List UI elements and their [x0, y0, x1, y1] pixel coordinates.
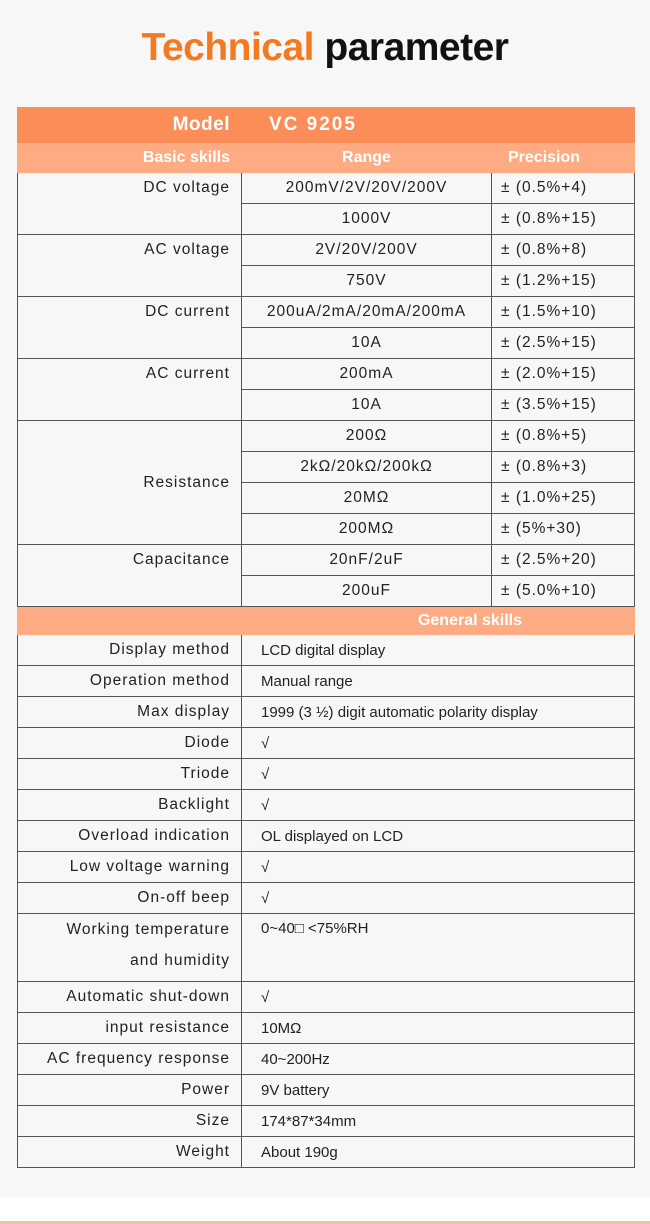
- range-cell: 200mA: [242, 359, 492, 390]
- range-header: Range: [242, 143, 492, 173]
- feature-name: Operation method: [18, 666, 242, 697]
- basic-row: [18, 235, 635, 266]
- skill-name: Capacitance: [18, 545, 242, 607]
- feature-value: Manual range: [242, 666, 635, 697]
- feature-value: About 190g: [242, 1137, 635, 1168]
- range-cell: 200Ω: [242, 421, 492, 452]
- precision-cell: ± (0.8%+15): [492, 204, 635, 235]
- feature-name: [18, 914, 242, 982]
- basic-row: [18, 545, 635, 576]
- precision-cell: ± (1.2%+15): [492, 266, 635, 297]
- feature-name: Triode: [18, 759, 242, 790]
- feature-value: √: [242, 982, 635, 1013]
- basic-row: [18, 421, 635, 452]
- feature-name: Low voltage warning: [18, 852, 242, 883]
- feature-value: 0~40□ <75%RH: [242, 914, 635, 982]
- feature-name: Max display: [18, 697, 242, 728]
- feature-name: Power: [18, 1075, 242, 1106]
- feature-name: Backlight: [18, 790, 242, 821]
- feature-value: √: [242, 790, 635, 821]
- range-cell: 2kΩ/20kΩ/200kΩ: [242, 452, 492, 483]
- general-row: [18, 1137, 635, 1168]
- precision-cell: ± (1.0%+25): [492, 483, 635, 514]
- precision-header: Precision: [492, 143, 635, 173]
- precision-cell: ± (2.0%+15): [492, 359, 635, 390]
- precision-cell: ± (1.5%+10): [492, 297, 635, 328]
- range-cell: 200mV/2V/20V/200V: [242, 173, 492, 204]
- range-cell: 10A: [242, 390, 492, 421]
- general-row: [18, 1106, 635, 1137]
- feature-name: Diode: [18, 728, 242, 759]
- model-row: [18, 108, 635, 143]
- general-row: [18, 728, 635, 759]
- feature-value: 1999 (3 ½) digit automatic polarity display: [242, 697, 635, 728]
- precision-cell: ± (2.5%+15): [492, 328, 635, 359]
- model-value: VC 9205: [242, 108, 635, 143]
- feature-value: √: [242, 883, 635, 914]
- feature-name: Display method: [18, 635, 242, 666]
- model-label: Model: [18, 108, 242, 143]
- feature-name-line: Working temperature: [66, 921, 230, 938]
- spec-table: [17, 107, 635, 1168]
- general-row: [18, 666, 635, 697]
- range-cell: 20MΩ: [242, 483, 492, 514]
- feature-name: AC frequency response: [18, 1044, 242, 1075]
- general-row: [18, 1044, 635, 1075]
- feature-value: 9V battery: [242, 1075, 635, 1106]
- skill-name: Resistance: [18, 421, 242, 545]
- basic-header-row: [18, 143, 635, 173]
- skill-name: DC current: [18, 297, 242, 359]
- basic-skills-header: Basic skills: [18, 143, 242, 173]
- feature-value: 10MΩ: [242, 1013, 635, 1044]
- precision-cell: ± (2.5%+20): [492, 545, 635, 576]
- precision-cell: ± (0.8%+3): [492, 452, 635, 483]
- feature-value: √: [242, 852, 635, 883]
- feature-value: LCD digital display: [242, 635, 635, 666]
- general-row: [18, 914, 635, 982]
- range-cell: 200uF: [242, 576, 492, 607]
- range-cell: 200MΩ: [242, 514, 492, 545]
- range-cell: 20nF/2uF: [242, 545, 492, 576]
- page-title: [0, 26, 650, 70]
- precision-cell: ± (5.0%+10): [492, 576, 635, 607]
- feature-name: Overload indication: [18, 821, 242, 852]
- general-row: [18, 852, 635, 883]
- skill-name: DC voltage: [18, 173, 242, 235]
- feature-name: Weight: [18, 1137, 242, 1168]
- general-row: [18, 759, 635, 790]
- feature-value: 40~200Hz: [242, 1044, 635, 1075]
- range-cell: 750V: [242, 266, 492, 297]
- title-rest: parameter: [324, 26, 509, 69]
- general-row: [18, 1075, 635, 1106]
- general-row: [18, 883, 635, 914]
- feature-name: Automatic shut-down: [18, 982, 242, 1013]
- basic-row: [18, 359, 635, 390]
- precision-cell: ± (5%+30): [492, 514, 635, 545]
- feature-name-line: and humidity: [130, 952, 230, 969]
- general-header-row: [18, 607, 635, 635]
- range-cell: 2V/20V/200V: [242, 235, 492, 266]
- skill-name: AC voltage: [18, 235, 242, 297]
- precision-cell: ± (0.5%+4): [492, 173, 635, 204]
- general-row: [18, 790, 635, 821]
- feature-name: Size: [18, 1106, 242, 1137]
- general-row: [18, 1013, 635, 1044]
- range-cell: 200uA/2mA/20mA/200mA: [242, 297, 492, 328]
- general-row: [18, 697, 635, 728]
- feature-name: input resistance: [18, 1013, 242, 1044]
- feature-value: 174*87*34mm: [242, 1106, 635, 1137]
- range-cell: 1000V: [242, 204, 492, 235]
- precision-cell: ± (0.8%+5): [492, 421, 635, 452]
- basic-row: [18, 297, 635, 328]
- title-accent: Technical: [141, 26, 315, 69]
- precision-cell: ± (0.8%+8): [492, 235, 635, 266]
- basic-row: [18, 173, 635, 204]
- general-row: [18, 982, 635, 1013]
- general-row: [18, 635, 635, 666]
- feature-value: OL displayed on LCD: [242, 821, 635, 852]
- general-row: [18, 821, 635, 852]
- feature-value: √: [242, 759, 635, 790]
- precision-cell: ± (3.5%+15): [492, 390, 635, 421]
- range-cell: 10A: [242, 328, 492, 359]
- skill-name: AC current: [18, 359, 242, 421]
- general-skills-header: General skills: [18, 607, 635, 635]
- feature-value: √: [242, 728, 635, 759]
- feature-name: On-off beep: [18, 883, 242, 914]
